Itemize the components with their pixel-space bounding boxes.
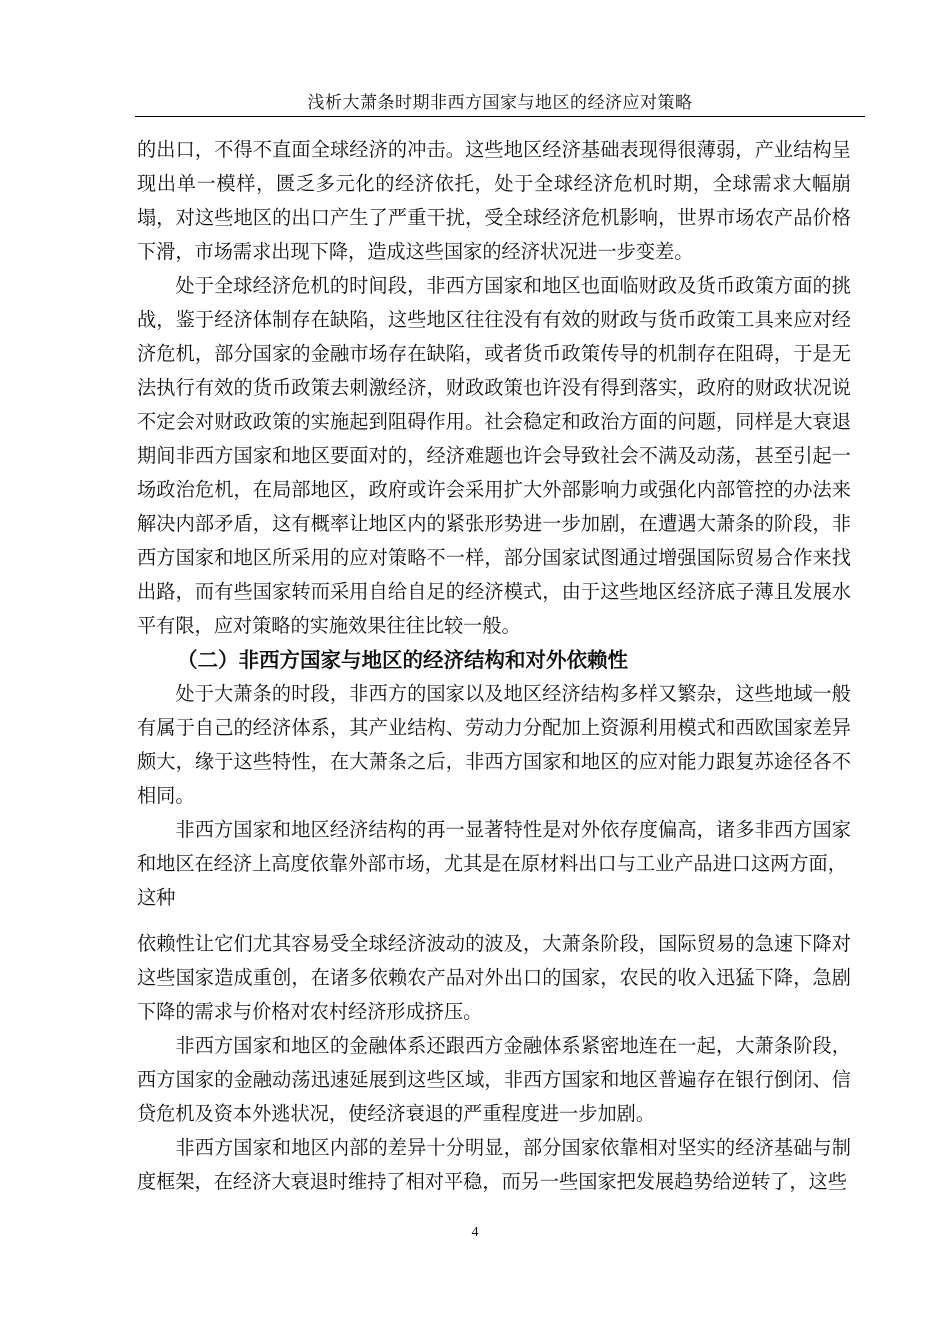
page-number: 4 [471,1225,479,1240]
paragraph-continued: 的出口，不得不直面全球经济的冲击。这些地区经济基础表现得很薄弱，产业结构呈现出单一模样，匮乏多元化的经济依托，处于全球经济危机时期，全球需求大幅崩塌，对这些地区的出口产生了严重干扰，受全球经济危机影响，世界市场农产品价格下滑，市场需求出现下降，造成这些国家的经济状况进一步变差。 [137,138,851,263]
paragraph-external-dependence: 非西方国家和地区经济结构的再一显著特性是对外依存度偏高，诸多非西方国家和地区在经济上高度依靠外部市场，尤其是在原材料出口与工业产品进口这两方面， [137,818,851,875]
paragraph-economic-structure: 处于大萧条的时段，非西方的国家以及地区经济结构多样又繁杂，这些地域一般有属于自己的经济体系，其产业结构、劳动力分配加上资源利用模式和西欧国家差异颇大，缘于这些特性，在大萧条之后，非西方国家和地区的应对能力跟复苏途径各不相同。 [137,682,851,807]
body-text-block-upper [137,133,851,915]
section-heading: （二）非西方国家与地区的经济结构和对外依赖性 [177,648,628,672]
paragraph-internal-differences: 非西方国家和地区内部的差异十分明显，部分国家依靠相对坚实的经济基础与制度框架，在经济大衰退时维持了相对平稳，而另一些国家把发展趋势给逆转了，这些 [137,1136,851,1193]
body-text-block-lower [137,927,851,1199]
running-header-title: 浅析大萧条时期非西方国家与地区的经济应对策略 [307,93,693,113]
paragraph-external-dependence-tail: 这种 [137,886,176,909]
paragraph-fiscal-monetary-challenges: 处于全球经济危机的时间段，非西方国家和地区也面临财政及货币政策方面的挑战，鉴于经济体制存在缺陷，这些地区往往没有有效的财政与货币政策工具来应对经济危机，部分国家的金融市场存在缺陷，或者货币政策传导的机制存在阻碍，于是无法执行有效的货币政策去刺激经济，财政政策也许没有得到落实，政府的财政状况说不定会对财政政策的实施起到阻碍作用。社会稳定和政治方面的问题，同样是大衰退期间非西方国家和地区要面对的，经济难题也许会导致社会不满及动荡，甚至引起一场政治危机，在局部地区，政府或许会采用扩大外部影响力或强化内部管控的办法来解决内部矛盾，这有概率让地区内的紧张形势进一步加剧，在遭遇大萧条的阶段，非西方国家和地区所采用的应对策略不一样，部分国家试图通过增强国际贸易合作来找出路，而有些国家转而采用自给自足的经济模式，由于这些地区经济底子薄且发展水平有限，应对策略的实施效果往往比较一般。 [137,274,851,637]
running-header [135,90,865,117]
paragraph-financial-system: 非西方国家和地区的金融体系还跟西方金融体系紧密地连在一起，大萧条阶段，西方国家的金融动荡迅速延展到这些区域，非西方国家和地区普遍存在银行倒闭、信贷危机及资本外逃状况，使经济衰退的严重程度进一步加剧。 [137,1034,851,1125]
paragraph-dependence-continued: 依赖性让它们尤其容易受全球经济波动的波及，大萧条阶段，国际贸易的急速下降对这些国家造成重创，在诸多依赖农产品对外出口的国家，农民的收入迅猛下降，急剧下降的需求与价格对农村经济形成挤压。 [137,932,851,1023]
